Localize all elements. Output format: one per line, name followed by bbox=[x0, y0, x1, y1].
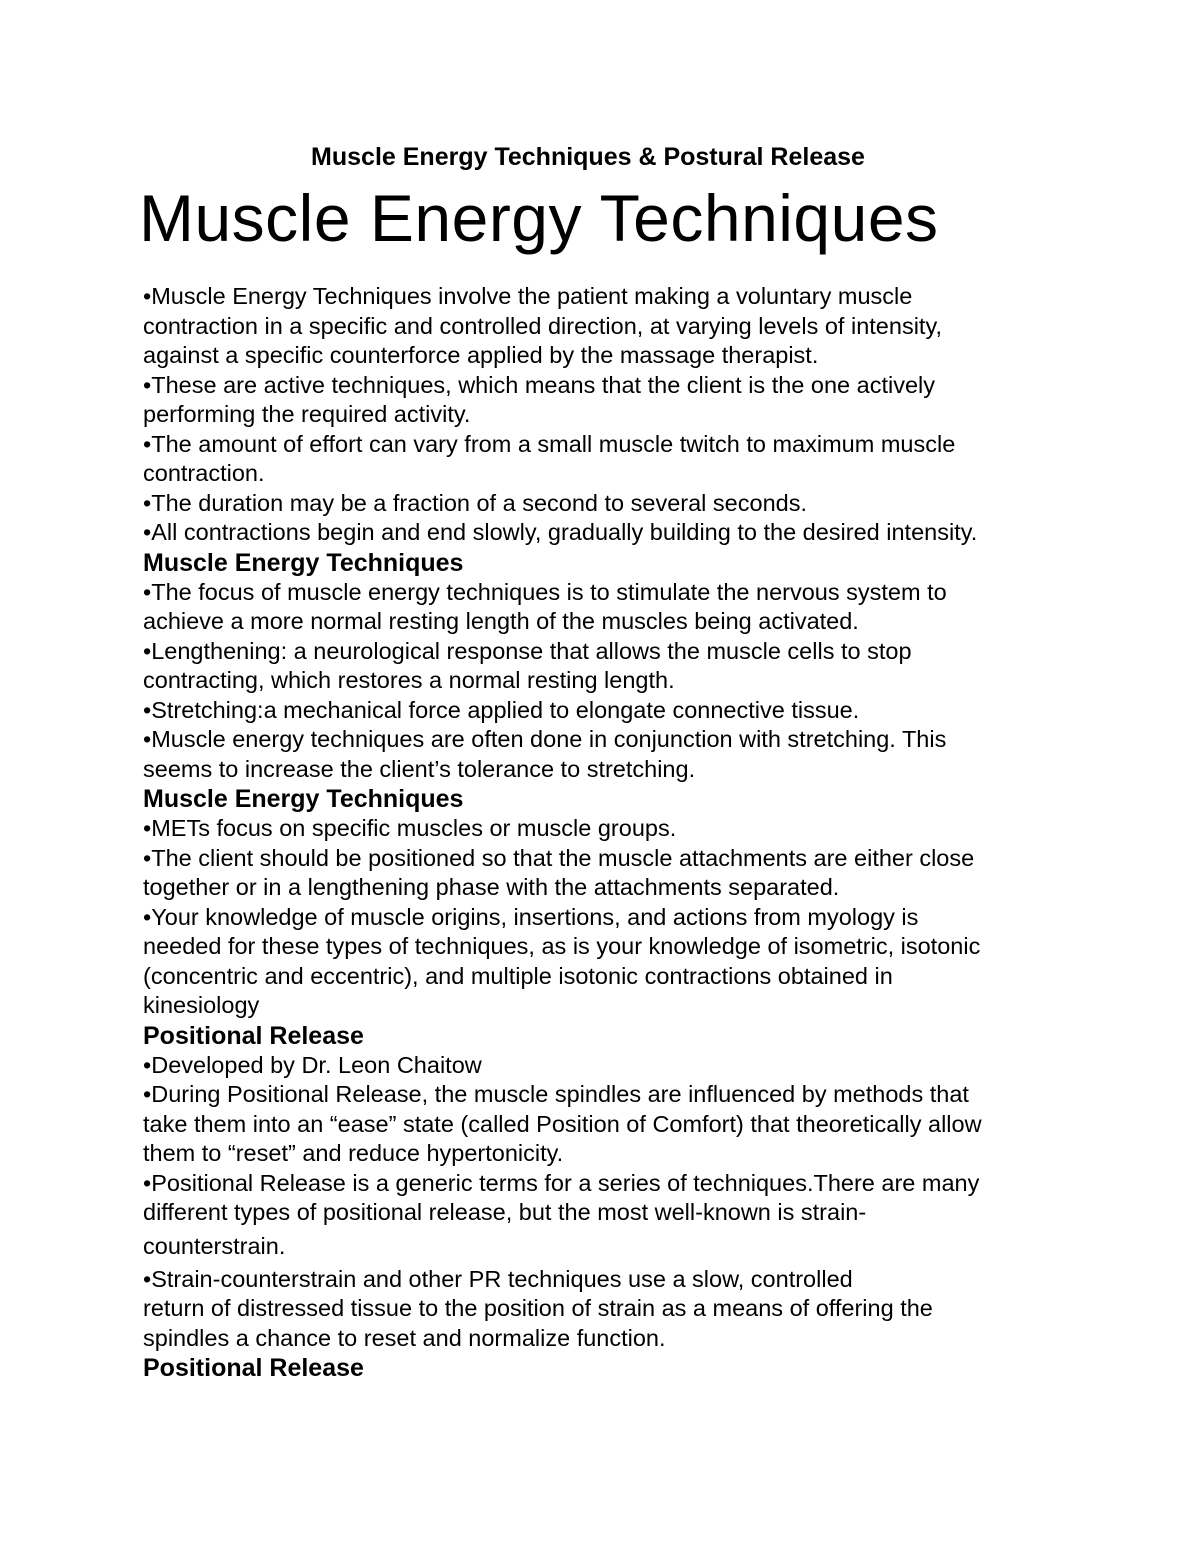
document-title: Muscle Energy Techniques & Postural Release bbox=[311, 143, 865, 171]
text-line: •Developed by Dr. Leon Chaitow bbox=[143, 1051, 482, 1078]
section-positional-release-2 bbox=[143, 1353, 1063, 1383]
section-heading: Muscle Energy Techniques bbox=[143, 785, 464, 813]
section-positional-release bbox=[143, 1021, 1063, 1354]
text-line: counterstrain. bbox=[143, 1232, 286, 1259]
main-heading: Muscle Energy Techniques bbox=[139, 181, 939, 255]
section-heading: Muscle Energy Techniques bbox=[143, 548, 464, 577]
text-line: •During Positional Release, the muscle spindles are influenced by methods that bbox=[143, 1081, 969, 1107]
text-line: needed for these types of techniques, as is your knowledge of isometric, isotonic bbox=[143, 933, 981, 959]
text-line: •Positional Release is a generic terms for a series of techniques.There are many bbox=[143, 1169, 980, 1196]
document-page bbox=[139, 140, 1063, 1383]
text-line: different types of positional release, but the most well-known is strain- bbox=[143, 1199, 867, 1225]
text-line: contraction in a specific and controlled direction, at varying levels of intensity, bbox=[143, 312, 942, 339]
text-line: •These are active techniques, which means that the client is the one actively bbox=[143, 371, 935, 398]
text-line: •Muscle energy techniques are often done in conjunction with stretching. This bbox=[143, 726, 947, 752]
text-line: •METs focus on specific muscles or muscle groups. bbox=[143, 815, 677, 841]
text-line: seems to increase the client’s tolerance to stretching. bbox=[143, 755, 696, 782]
text-line: •The focus of muscle energy techniques is to stimulate the nervous system to bbox=[143, 578, 947, 605]
text-line: •The client should be positioned so that the muscle attachments are either close bbox=[143, 844, 975, 871]
text-line: •All contractions begin and end slowly, gradually building to the desired intensity. bbox=[143, 519, 978, 545]
text-line: •Stretching:a mechanical force applied to elongate connective tissue. bbox=[143, 696, 860, 723]
document-body bbox=[143, 282, 1063, 1383]
text-line: •The duration may be a fraction of a second to several seconds. bbox=[143, 489, 807, 516]
text-line: •Lengthening: a neurological response that allows the muscle cells to stop bbox=[143, 637, 912, 664]
text-line: kinesiology bbox=[143, 992, 260, 1018]
text-line: contraction. bbox=[143, 460, 265, 486]
section-met-focus bbox=[143, 548, 1063, 785]
text-line: them to “reset” and reduce hypertonicity. bbox=[143, 1140, 564, 1166]
text-line: •The amount of effort can vary from a small muscle twitch to maximum muscle bbox=[143, 430, 956, 457]
text-line: •Muscle Energy Techniques involve the patient making a voluntary muscle bbox=[143, 283, 913, 309]
text-line: together or in a lengthening phase with the attachments separated. bbox=[143, 874, 840, 900]
section-heading: Positional Release bbox=[143, 1021, 364, 1050]
text-line: return of distressed tissue to the position of strain as a means of offering the bbox=[143, 1295, 933, 1321]
text-line: •Strain-counterstrain and other PR techniques use a slow, controlled bbox=[143, 1265, 853, 1292]
section-heading: Positional Release bbox=[143, 1354, 364, 1382]
text-line: performing the required activity. bbox=[143, 401, 471, 427]
text-line: take them into an “ease” state (called Position of Comfort) that theoretically allow bbox=[143, 1110, 982, 1137]
text-line: •Your knowledge of muscle origins, insertions, and actions from myology is bbox=[143, 903, 919, 930]
text-line: (concentric and eccentric), and multiple isotonic contractions obtained in bbox=[143, 962, 893, 989]
text-line: against a specific counterforce applied by the massage therapist. bbox=[143, 342, 819, 368]
section-met-muscles bbox=[143, 784, 1063, 1021]
text-line: spindles a chance to reset and normalize function. bbox=[143, 1324, 666, 1351]
section-intro bbox=[143, 282, 1063, 548]
text-line: achieve a more normal resting length of the muscles being activated. bbox=[143, 608, 859, 634]
text-line: contracting, which restores a normal resting length. bbox=[143, 667, 675, 693]
